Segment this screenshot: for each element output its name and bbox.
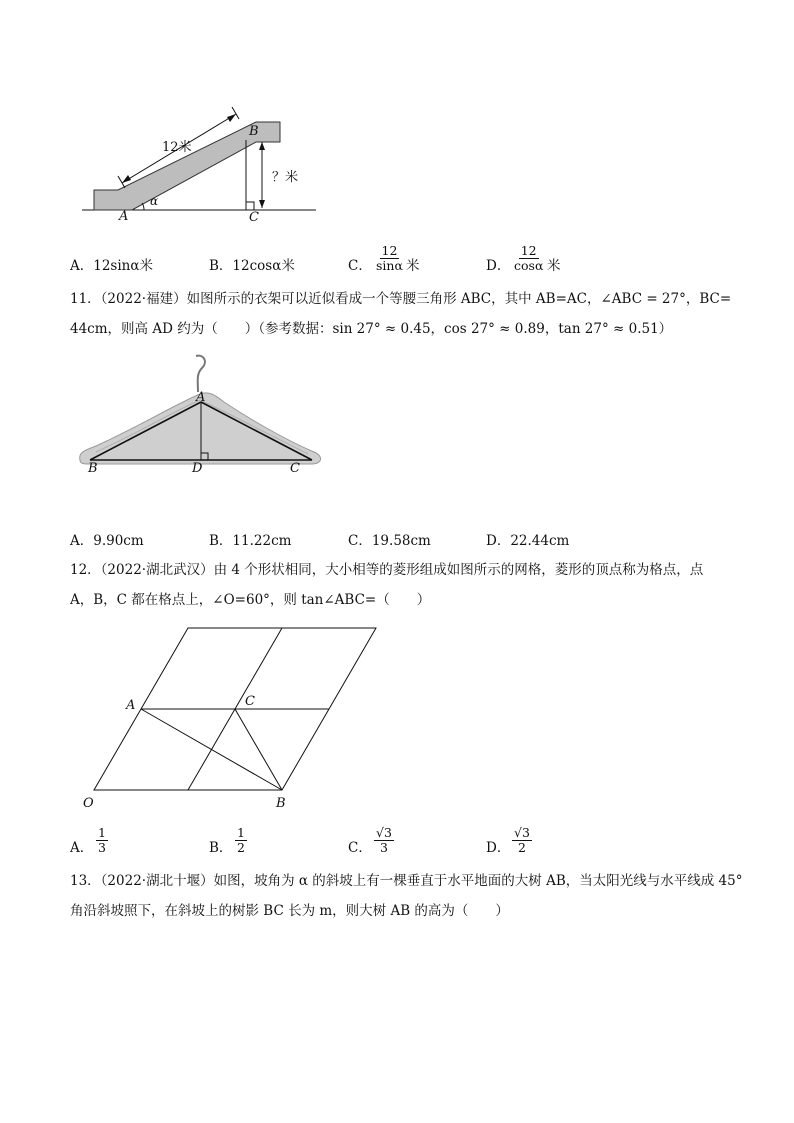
q11-point-D: D [192,461,203,476]
q10-option-c-fraction [374,244,405,273]
q12-point-C: C [245,694,255,709]
q12-option-b[interactable] [209,836,232,856]
q10-label-12m: 12米 [162,140,192,155]
fraction-denominator: sinα [376,258,403,273]
option-letter: B． [209,258,233,274]
fraction-numerator: 1 [237,825,245,840]
option-text: 9.90cm [93,533,144,549]
option-letter: A． [70,840,94,856]
option-letter: B． [209,533,233,549]
fraction-numerator: 1 [98,825,106,840]
fraction-denominator: 2 [237,840,245,855]
fraction-numerator: 12 [520,243,537,258]
q12-option-c[interactable] [348,836,372,856]
q11-option-c[interactable] [348,529,431,549]
q12-option-a[interactable] [70,836,93,856]
fraction-numerator: 12 [381,243,398,258]
option-letter: D． [486,840,511,856]
option-letter: D． [486,258,511,274]
fraction-denominator: 2 [517,840,526,855]
option-letter: B． [209,840,233,856]
q11-option-b[interactable] [209,529,291,549]
fraction-denominator: 3 [98,840,106,855]
option-letter: A． [70,258,94,274]
q10-option-b[interactable] [209,254,295,274]
q10-option-c-unit: 米 [406,258,420,274]
q10-label-height: ？米 [272,170,299,185]
q12-option-b-fraction [235,826,247,855]
q12-question-line2: A，B，C 都在格点上，∠O=60°，则 tan∠ABC=（ ） [70,592,431,608]
q11-option-a[interactable] [70,529,144,549]
q12-option-d[interactable] [486,836,510,856]
q11-option-d[interactable] [486,529,569,549]
q13-question-line2: 角沿斜坡照下，在斜坡上的树影 BC 长为 m，则大树 AB 的高为（ ） [70,903,509,919]
option-text: 12sinα米 [93,258,153,274]
q10-option-a[interactable] [70,254,153,274]
q10-point-A: A [119,209,129,224]
q12-question-line1: 12．（2022·湖北武汉）由 4 个形状相同，大小相等的菱形组成如图所示的网格，菱形的顶点称为格点，点 [70,562,704,578]
q11-point-A: A [196,390,206,405]
q10-option-d-fraction [512,244,545,273]
fraction-denominator: 3 [379,840,388,855]
q11-question-line1: 11．（2022·福建）如图所示的衣架可以近似看成一个等腰三角形 ABC，其中 AB=AC，∠ABC = 27°，BC= [70,291,732,307]
q10-angle-alpha: α [150,194,159,208]
fraction-numerator: √3 [514,825,530,840]
q12-option-a-fraction [96,826,108,855]
option-letter: C． [348,258,372,274]
q10-option-d-unit: 米 [547,258,561,274]
option-letter: A． [70,533,94,549]
q12-option-d-fraction [512,826,532,855]
q11-question-line2: 44cm，则高 AD 约为（ ）（参考数据：sin 27° ≈ 0.45，cos 27° ≈ 0.89，tan 27° ≈ 0.51） [70,321,673,337]
option-text: 22.44cm [510,533,570,549]
option-letter: C． [348,533,372,549]
q12-point-O: O [83,796,94,811]
q11-point-B: B [88,461,98,476]
q10-point-C: C [249,210,259,225]
option-letter: D． [486,533,511,549]
q10-option-c[interactable] [348,254,372,274]
option-text: 11.22cm [232,533,292,549]
option-text: 19.58cm [371,533,431,549]
q12-point-B: B [276,796,286,811]
q10-option-d[interactable] [486,254,510,274]
option-text: 12cosα米 [232,258,295,274]
fraction-denominator: cosα [514,258,544,273]
escalator-figure [80,100,320,230]
q11-point-C: C [290,461,300,476]
hanger-figure [76,352,328,472]
q12-option-c-fraction [374,826,394,855]
q13-question-line1: 13．（2022·湖北十堰）如图，坡角为 α 的斜坡上有一棵垂直于水平地面的大树 AB，当太阳光线与水平线成 45° [70,873,743,889]
q12-point-A: A [126,698,136,713]
q10-point-B: B [249,124,259,139]
option-letter: C． [348,840,372,856]
fraction-numerator: √3 [376,825,392,840]
